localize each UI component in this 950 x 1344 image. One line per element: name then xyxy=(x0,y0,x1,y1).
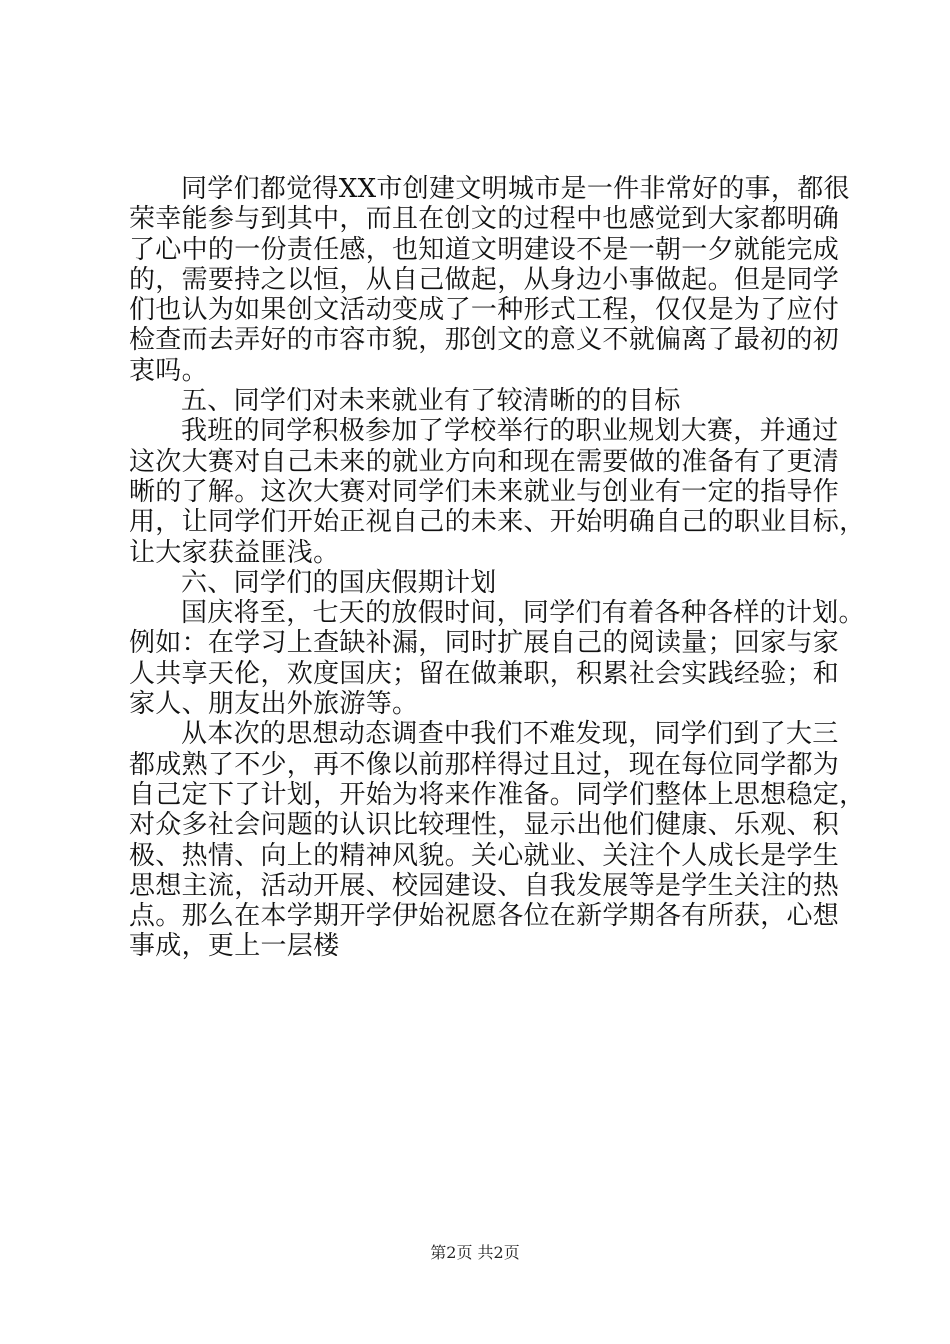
paragraph-line: 从本次的思想动态调查中我们不难发现，同学们到了大三 xyxy=(181,719,839,750)
paragraph-line: 的，需要持之以恒，从自己做起，从身边小事做起。但是同学 xyxy=(129,264,840,295)
paragraph-line: 这次大赛对自己未来的就业方向和现在需要做的准备有了更清 xyxy=(129,446,840,477)
paragraph-line: 国庆将至，七天的放假时间，同学们有着各种各样的计划。 xyxy=(181,598,865,629)
paragraph-line: 们也认为如果创文活动变成了一种形式工程，仅仅是为了应付 xyxy=(129,295,840,326)
paragraph-line: 点。那么在本学期开学伊始祝愿各位在新学期各有所获，心想 xyxy=(129,901,840,932)
paragraph-line: 自己定下了计划，开始为将来作准备。同学们整体上思想稳定， xyxy=(129,779,866,810)
paragraph-line: 对众多社会问题的认识比较理性，显示出他们健康、乐观、积 xyxy=(129,810,840,841)
page-number-footer: 第2页 共2页 xyxy=(430,1243,520,1262)
paragraph-line: 极、热情、向上的精神风貌。关心就业、关注个人成长是学生 xyxy=(129,840,840,871)
document-body xyxy=(129,174,866,962)
paragraph-line: 人共享天伦，欢度国庆；留在做兼职，积累社会实践经验；和 xyxy=(129,658,840,689)
paragraph-line: 衷吗。 xyxy=(129,355,208,386)
paragraph-line: 我班的同学积极参加了学校举行的职业规划大赛，并通过 xyxy=(181,416,839,447)
section-heading: 五、同学们对未来就业有了较清晰的的目标 xyxy=(181,386,681,417)
section-heading: 六、同学们的国庆假期计划 xyxy=(181,567,497,598)
paragraph-line: 例如：在学习上查缺补漏，同时扩展自己的阅读量；回家与家 xyxy=(129,628,840,659)
paragraph-line: 检查而去弄好的市容市貌，那创文的意义不就偏离了最初的初 xyxy=(129,325,840,356)
paragraph-line: 思想主流，活动开展、校园建设、自我发展等是学生关注的热 xyxy=(129,870,840,901)
paragraph-line: 都成熟了不少，再不像以前那样得过且过，现在每位同学都为 xyxy=(129,749,840,780)
paragraph-line: 晰的了解。这次大赛对同学们未来就业与创业有一定的指导作 xyxy=(129,476,840,507)
paragraph-line: 同学们都觉得XX市创建文明城市是一件非常好的事，都很 xyxy=(181,174,850,204)
paragraph-line: 用，让同学们开始正视自己的未来、开始明确自己的职业目标， xyxy=(129,507,866,538)
paragraph-line: 荣幸能参与到其中，而且在创文的过程中也感觉到大家都明确 xyxy=(129,204,840,235)
paragraph-line: 了心中的一份责任感，也知道文明建设不是一朝一夕就能完成 xyxy=(129,234,840,265)
paragraph-line: 家人、朋友出外旅游等。 xyxy=(129,689,419,720)
paragraph-line: 事成，更上一层楼 xyxy=(129,931,340,962)
paragraph-line: 让大家获益匪浅。 xyxy=(129,537,340,568)
